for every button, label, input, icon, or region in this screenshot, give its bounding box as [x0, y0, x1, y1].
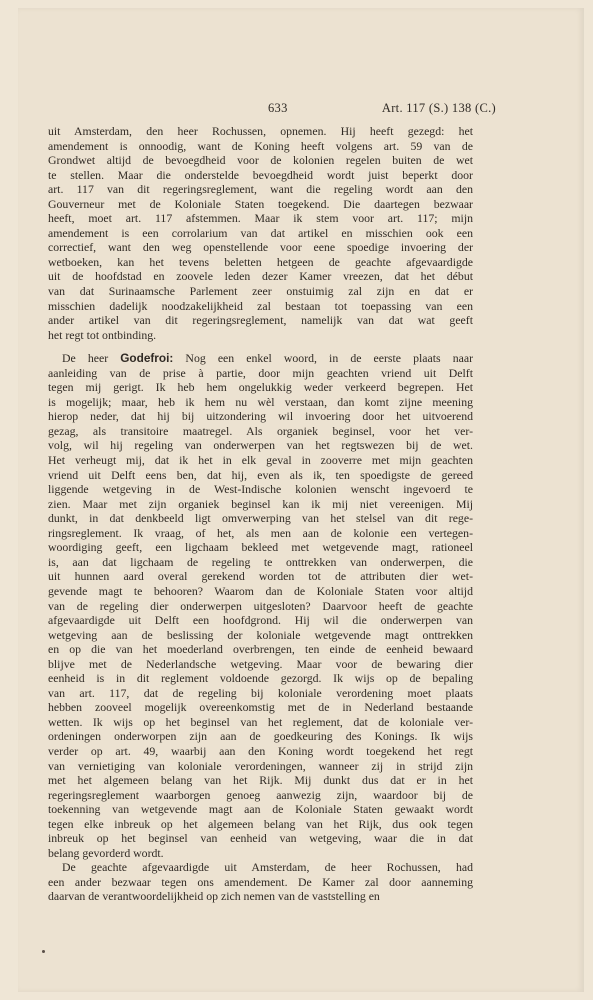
text-line: dunkt, in dat denkbeeld ligt omverwerping van het stelsel van dit rege-: [48, 511, 473, 526]
text-line: art. 117 van dit regeringsreglement, want die regeling wordt aan den: [48, 182, 473, 197]
text-line: hierop neder, dat hij bij uitzondering wil invoering door het uitvoerend: [48, 409, 473, 424]
text-line: misschien dadelijk noodzakelijkheid zal bestaan tot toepassing van een: [48, 298, 473, 313]
page-number: 633: [268, 101, 288, 115]
text-line: uit Amsterdam, den heer Rochussen, opnemen. Hij heeft gezegd: het: [48, 124, 473, 138]
text-line: het regt tot ontbinding.: [48, 327, 157, 342]
text-line: blijve met de Nederlandsche wetgeving. Maar voor de bewaring dier: [48, 656, 473, 671]
text-line: ringsreglement. Ik vraag, of het, als men aan de kolonie een vertegen-: [48, 525, 473, 540]
text-line: inbreuk op het beginsel van eenheid van wetgeving, waar die in dat: [48, 831, 473, 846]
text-line: en op die van het moederland overbrengen, ten einde de eenheid bewaard: [48, 642, 473, 657]
text-line: uit de hoofdstad en zoovele leden dezer Kamer vreezen, dat het début: [48, 269, 473, 284]
speaker-name: Godefroi:: [120, 351, 174, 366]
text-line: wetboeken, kan het tevens beletten hetgeen de geachte afgevaardigde: [48, 254, 473, 269]
article-reference: Art. 117 (S.) 138 (C.): [381, 101, 496, 115]
text-line: een ander bezwaar tegen ons amendement. De Kamer zal door aanneming: [48, 874, 473, 889]
text-line: amendement is onnoodig, want de Koning heeft volgens art. 59 van de: [48, 138, 473, 153]
margin-dot: [42, 950, 45, 953]
text-line: vriend uit Delft eens ben, dat hij, even als ik, ten spoedigste de gereed: [48, 467, 473, 482]
text-line: zien. Maar met zijn organiek beginsel kan ik mij niet vereenigen. Mij: [48, 496, 473, 511]
text-line: Gouverneur met de Koloniale Staten toegekend. Die daartegen bezwaar: [48, 196, 473, 211]
text-line: heeft, moet art. 117 afstemmen. Maar ik stem voor art. 117; mijn: [48, 211, 473, 226]
text-line: eenheid is in dit reglement voldoende gezorgd. Ik wijs op de bepaling: [48, 671, 473, 686]
running-header: [268, 101, 496, 116]
text-line: correctief, want den weg openstellende voor eene spoedige invoering der: [48, 240, 473, 255]
paragraph-1: [48, 124, 473, 342]
text-line: verder op art. 49, waarbij aan den Koning wordt toegekend het regt: [48, 743, 473, 758]
text-line: aanleiding van de prise à partie, door mijn geachten vriend uit Delft: [48, 365, 473, 380]
text-line: regeringsreglement waarborgen genoeg aanwezig zijn, waardoor bij de: [48, 787, 473, 802]
body-text: [48, 124, 473, 904]
text-line: wetgeving aan de beslissing der koloniale wetgevende magt onttrekken: [48, 627, 473, 642]
text-line: uit hunnen aard overal gerekend worden tot de attributen dier wet-: [48, 569, 473, 584]
paragraph-2: [48, 351, 473, 860]
speaker-intro: De heer: [62, 351, 109, 366]
text-line: volg, wil hij regeling van onderwerpen van het regtswezen bij de wet.: [48, 438, 473, 453]
text-line: amendement is een corrolarium van dat artikel en misschien ook een: [48, 225, 473, 240]
text-line: van de regeling dier onderwerpen uitgesloten? Daarvoor heeft de geachte: [48, 598, 473, 613]
paragraph-3: [48, 860, 473, 904]
text-line: toekenning van wetgevende magt aan de Koloniale Staten gewaakt wordt: [48, 802, 473, 817]
text-line: tegen elke inbreuk op het algemeen belang van het Rijk, dus ook tegen: [48, 816, 473, 831]
text-line: afgevaardigde uit Delft een hoofdgrond. Hij wil die onderwerpen van: [48, 613, 473, 628]
text-line: daarvan de verantwoordelijkheid op zich nemen van de vaststelling en: [48, 889, 380, 904]
text-line: woordiging geeft, een ligchaam bekleed met wetgevende magt, rationeel: [48, 540, 473, 555]
text-line: tegen mij gerigt. Ik heb hem ongelukkig weder verkeerd begrepen. Het: [48, 380, 473, 395]
text-line: van vernietiging van koloniale verordeningen, wanneer zij in strijd zijn: [48, 758, 473, 773]
text-line: hebben zooveel mogelijk overeenkomstig met de in Nederland bestaande: [48, 700, 473, 715]
text-line: van dat Surinaamsche Parlement zeer onstuimig zal zijn en dat er: [48, 284, 473, 299]
paragraph-2-first-line: [48, 351, 473, 366]
text-line: gezag, als transitoire maatregel. Als organiek beginsel, voor het ver-: [48, 423, 473, 438]
text-line: gevende magt te behooren? Waarom dan de Koloniale Staten voor altijd: [48, 583, 473, 598]
text-line: De geachte afgevaardigde uit Amsterdam, de heer Rochussen, had: [62, 860, 473, 875]
text-line: met het algemeen belang van het Rijk. Mij dunkt dus dat er in het: [48, 773, 473, 788]
text-line: ordeningen onderworpen zijn aan de goedkeuring des Konings. Ik wijs: [48, 729, 473, 744]
text-line: te stellen. Maar die onderstelde bevoegdheid wordt juist beperkt door: [48, 167, 473, 182]
text-line: liggende wetgeving in de West-Indische kolonien wenscht ingevoerd te: [48, 482, 473, 497]
first-line-rest: Nog een enkel woord, in de eerste plaats naar: [185, 351, 474, 366]
text-line: ander artikel van dit regeringsreglement, namelijk van dat wat geeft: [48, 313, 473, 328]
text-line: is mogelijk; maar, heb ik hem nu wèl verstaan, dan komt zijne meening: [48, 394, 473, 409]
text-line: wetten. Ik wijs op het beginsel van het reglement, dat de koloniale ver-: [48, 714, 473, 729]
text-line: van art. 117, dat de regeling bij koloniale verordening moet plaats: [48, 685, 473, 700]
text-line: Het verheugt mij, dat ik het in elk geval in zooverre met mijn geachten: [48, 453, 473, 468]
text-line: is, aan dat ligchaam de regeling te onttrekken van onderwerpen, die: [48, 554, 473, 569]
text-line: Grondwet altijd de bevoegdheid voor de kolonien regelen buiten de wet: [48, 153, 473, 168]
text-line: belang gevorderd wordt.: [48, 845, 164, 860]
